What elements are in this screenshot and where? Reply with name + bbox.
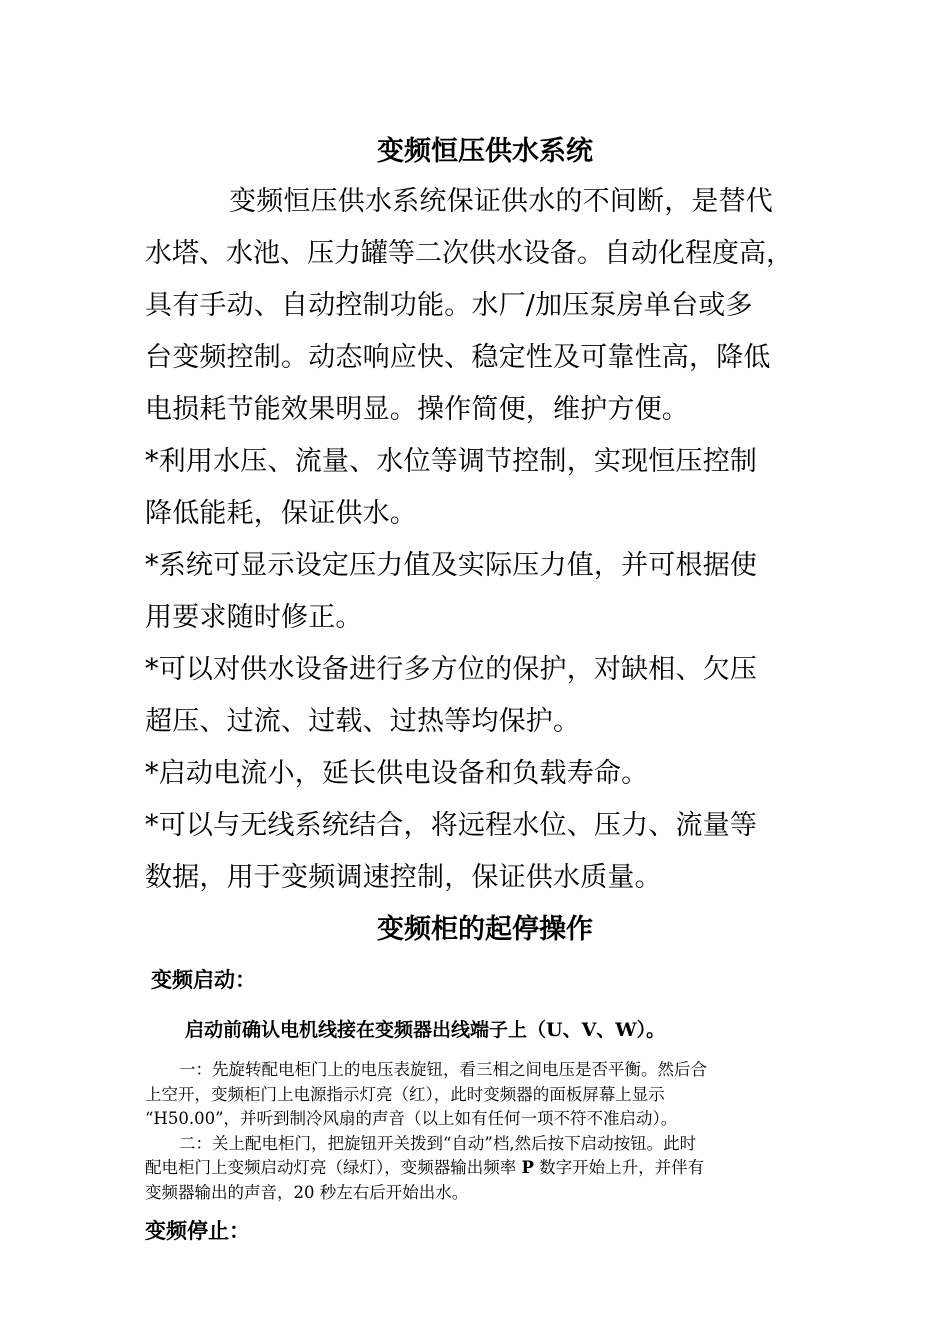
step-line: 上空开，变频柜门上电源指示灯亮（红），此时变频器的面板屏幕上显示 — [145, 1084, 665, 1104]
feature-line: 数据，用于变频调速控制，保证供水质量。 — [145, 862, 662, 893]
step-line — [145, 1156, 825, 1181]
document-body — [145, 128, 825, 1251]
intro-paragraph — [145, 176, 825, 436]
feature-line: *利用水压、流量、水位等调节控制，实现恒压控制 — [145, 446, 758, 477]
start-note: 启动前确认电机线接在变频器出线端子上（U、V、W）。 — [185, 1019, 666, 1041]
step-line: 一：先旋转配电柜门上的电压表旋钮，看三相之间电压是否平衡。然后合 — [179, 1060, 707, 1079]
feature-list — [145, 436, 825, 904]
feature-line: *系统可显示设定压力值及实际压力值，并可根据使 — [145, 550, 758, 581]
step-text: 配电柜门上变频启动灯亮（绿灯），变频器输出频率 — [145, 1158, 522, 1177]
document-title: 变频恒压供水系统 — [377, 136, 593, 167]
feature-line: *可以对供水设备进行多方位的保护，对缺相、欠压 — [145, 654, 758, 685]
feature-line: *可以与无线系统结合，将远程水位、压力、流量等 — [145, 810, 758, 841]
section-title: 变频柜的起停操作 — [377, 914, 593, 945]
step-two — [145, 1132, 825, 1206]
intro-line: 具有手动、自动控制功能。水厂/加压泵房单台或多 — [145, 290, 753, 321]
intro-line: 水塔、水池、压力罐等二次供水设备。自动化程度高， — [145, 238, 793, 269]
step-one — [145, 1058, 825, 1132]
feature-line: 超压、过流、过载、过热等均保护。 — [145, 706, 581, 737]
step-line: “H50.00”，并听到制冷风扇的声音（以上如有任何一项不符不准启动）。 — [145, 1109, 678, 1128]
intro-line: 电损耗节能效果明显。操作简便，维护方便。 — [145, 394, 689, 425]
intro-line: 台变频控制。动态响应快、稳定性及可靠性高，降低 — [145, 342, 771, 373]
feature-line: 用要求随时修正。 — [145, 602, 363, 633]
step-text: 数字开始上升，并伴有 — [533, 1158, 705, 1177]
stop-heading: 变频停止： — [145, 1218, 250, 1243]
start-heading: 变频启动： — [151, 967, 256, 992]
step-line: 变频器输出的声音，20 秒左右后开始出水。 — [145, 1182, 469, 1202]
intro-line: 变频恒压供水系统保证供水的不间断，是替代 — [229, 186, 773, 217]
frequency-label: P — [521, 1158, 534, 1177]
feature-line: *启动电流小，延长供电设备和负载寿命。 — [145, 758, 649, 789]
feature-line: 降低能耗，保证供水。 — [145, 498, 417, 529]
step-line: 二：关上配电柜门，把旋钮开关拨到“自动”档,然后按下启动按钮。此时 — [179, 1133, 697, 1153]
